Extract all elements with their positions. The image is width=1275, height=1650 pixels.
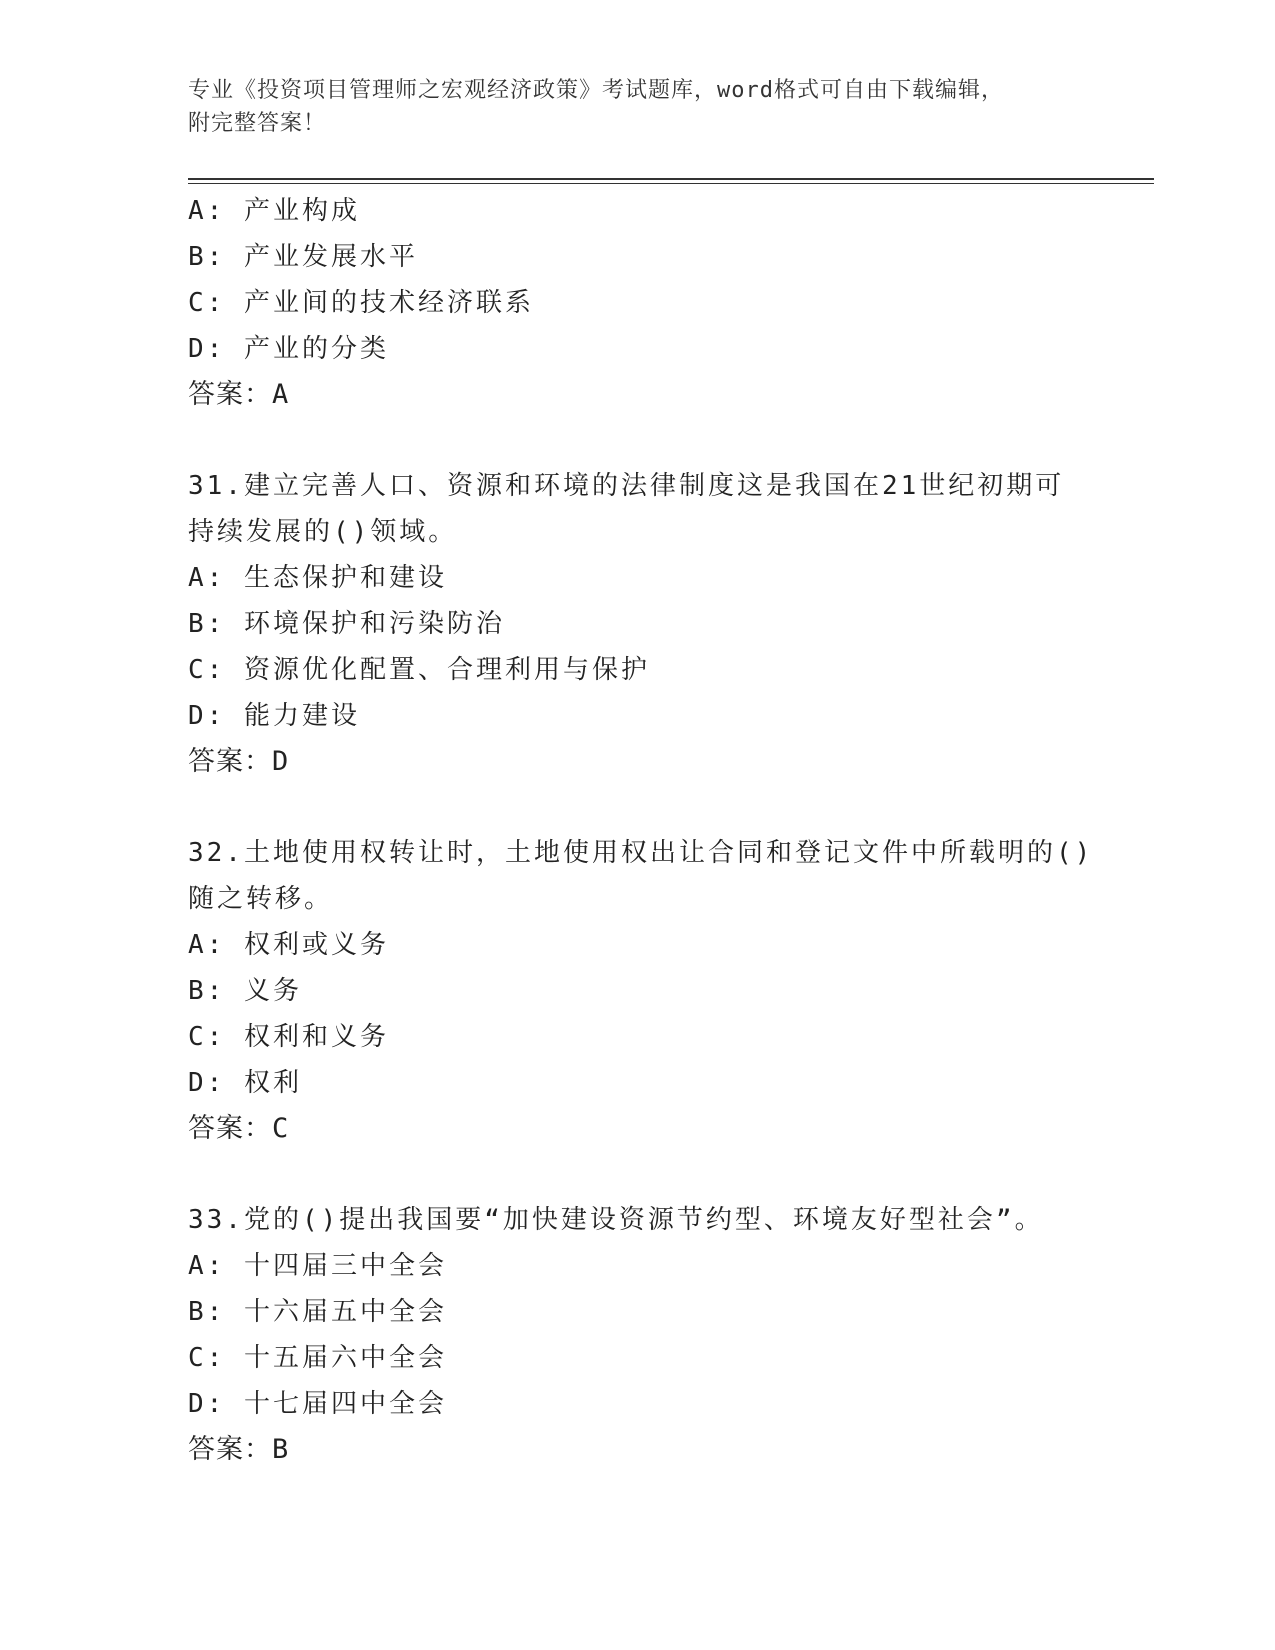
option-c: C: 权利和义务 [188, 1022, 389, 1052]
question-stem-line-1: 31.建立完善人口、资源和环境的法律制度这是我国在21世纪初期可 [188, 471, 1065, 501]
spacer [188, 418, 1088, 463]
question-list [188, 188, 1094, 1473]
document-header [188, 74, 1088, 140]
header-line-2: 附完整答案！ [188, 111, 327, 136]
option-b: B: 环境保护和污染防治 [188, 609, 505, 639]
answer-line: 答案：D [188, 746, 290, 777]
header-rule-thick [188, 178, 1154, 180]
spacer [188, 785, 1088, 830]
question-stem-line-2: 随之转移。 [188, 884, 334, 914]
question-33 [188, 1197, 1088, 1473]
header-rule-thin [188, 183, 1154, 184]
option-d: D: 权利 [188, 1068, 302, 1098]
option-d: D: 能力建设 [188, 701, 360, 731]
option-a: A: 生态保护和建设 [188, 563, 447, 593]
option-c: C: 产业间的技术经济联系 [188, 288, 534, 318]
answer-line: 答案：C [188, 1113, 290, 1144]
question-30 [188, 188, 1088, 418]
option-c: C: 资源优化配置、合理利用与保护 [188, 655, 650, 685]
option-b: B: 产业发展水平 [188, 242, 418, 272]
option-c: C: 十五届六中全会 [188, 1343, 447, 1373]
option-d: D: 十七届四中全会 [188, 1389, 447, 1419]
question-stem-line-2: 持续发展的()领域。 [188, 517, 458, 547]
spacer [188, 1152, 1088, 1197]
question-stem-line-1: 32.土地使用权转让时，土地使用权出让合同和登记文件中所载明的() [188, 838, 1094, 868]
answer-line: 答案：A [188, 379, 290, 410]
option-b: B: 义务 [188, 976, 302, 1006]
answer-line: 答案：B [188, 1434, 290, 1465]
option-d: D: 产业的分类 [188, 334, 389, 364]
question-32 [188, 830, 1094, 1152]
question-31 [188, 463, 1088, 785]
header-line-1: 专业《投资项目管理师之宏观经济政策》考试题库，word格式可自由下载编辑， [188, 78, 1004, 103]
option-a: A: 产业构成 [188, 196, 360, 226]
option-a: A: 十四届三中全会 [188, 1251, 447, 1281]
option-b: B: 十六届五中全会 [188, 1297, 447, 1327]
option-a: A: 权利或义务 [188, 930, 389, 960]
question-stem-line-1: 33.党的()提出我国要“加快建设资源节约型、环境友好型社会”。 [188, 1205, 1044, 1235]
